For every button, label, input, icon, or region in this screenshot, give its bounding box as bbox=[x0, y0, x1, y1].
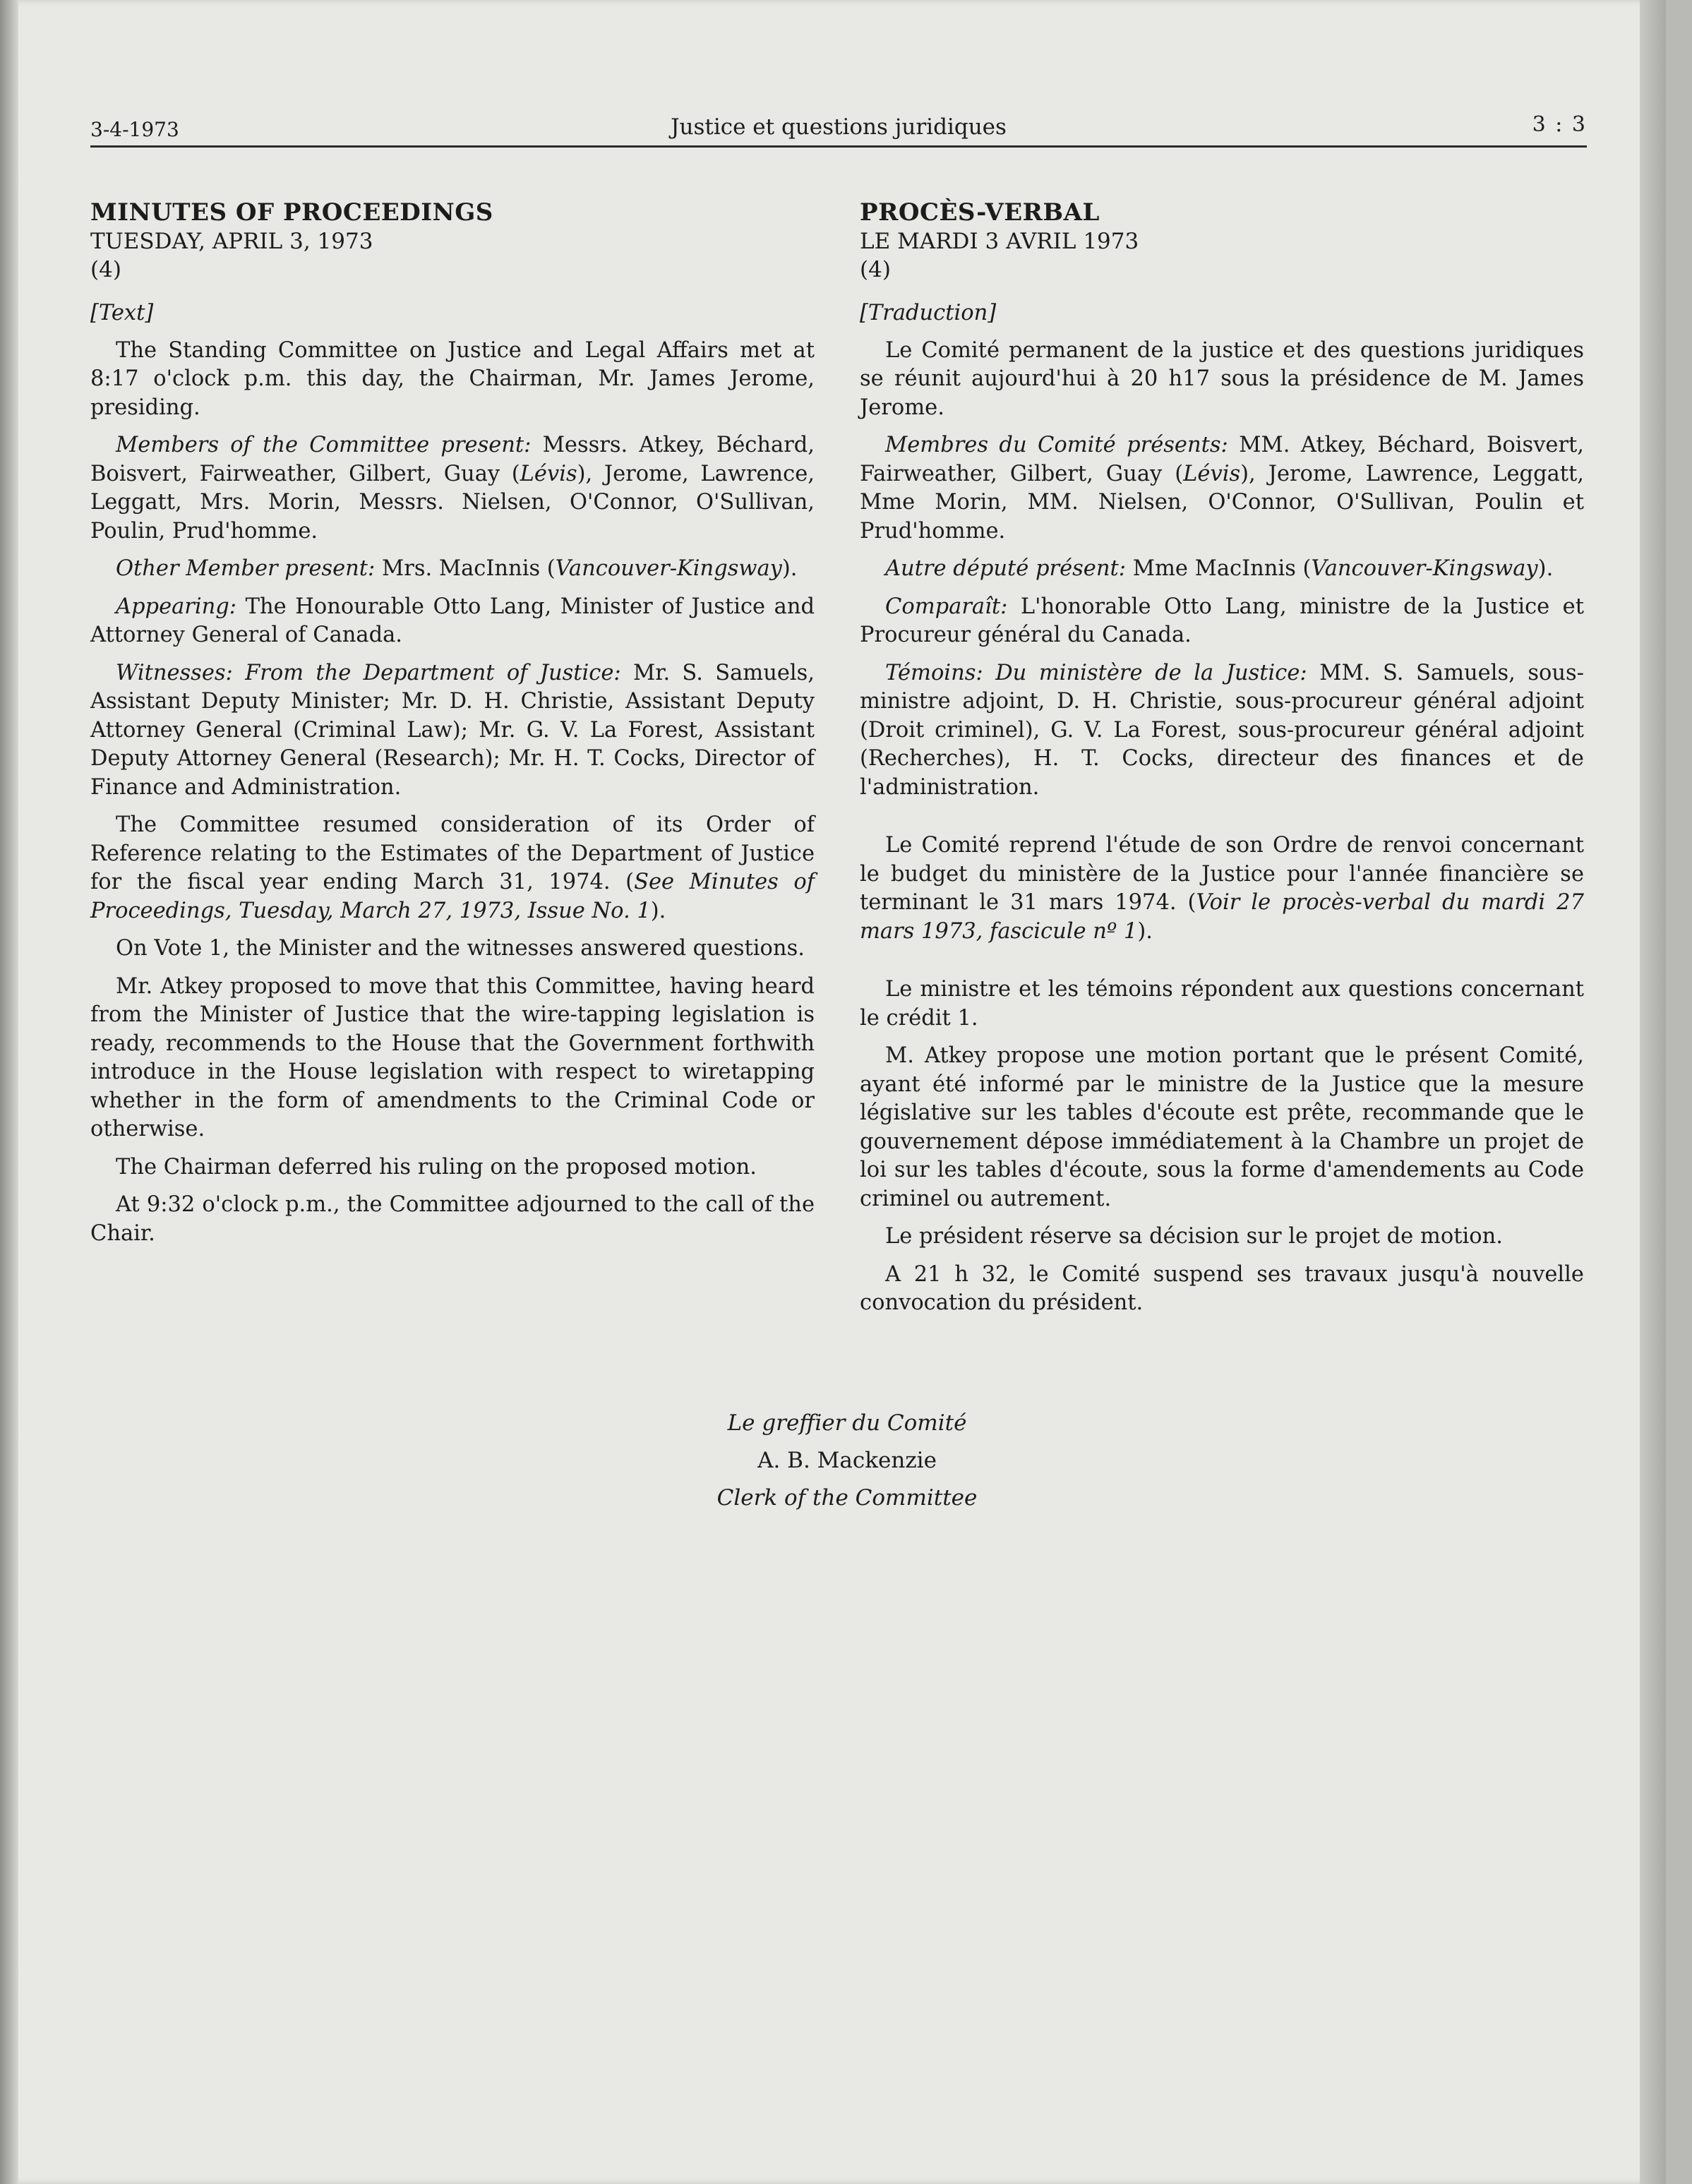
english-adjourn-paragraph: At 9:32 o'clock p.m., the Committee adjourned to the call of the Chair. bbox=[90, 1192, 815, 1246]
french-date-line: LE MARDI 3 AVRIL 1973 bbox=[860, 229, 1139, 254]
header-date: 3-4-1973 bbox=[90, 118, 179, 141]
english-vote-paragraph: On Vote 1, the Minister and the witnesses answered questions. bbox=[116, 936, 805, 961]
french-adjourn-paragraph: A 21 h 32, le Comité suspend ses travaux jusqu'à nouvelle convocation du président. bbox=[860, 1261, 1584, 1315]
page-edge bbox=[1640, 0, 1666, 2184]
english-issue: (4) bbox=[90, 257, 121, 282]
signature-name: A. B. Mackenzie bbox=[757, 1448, 937, 1473]
french-issue: (4) bbox=[860, 257, 891, 282]
french-members-label: Membres du Comité présents: bbox=[885, 433, 1228, 457]
english-opening-paragraph: The Standing Committee on Justice and Legal Affairs met at 8:17 o'clock p.m. this day, the Chairman, Mr. James Jerome, presiding. bbox=[90, 337, 815, 420]
french-witnesses-label: Témoins: Du ministère de la Justice: bbox=[885, 660, 1307, 685]
french-other-member-paragraph: Autre député présent: Mme MacInnis (Vancouver-Kingsway). bbox=[885, 556, 1554, 581]
french-reference: Voir le procès-verbal du mardi 27 mars 1973, fascicule nº 1 bbox=[860, 890, 1584, 944]
running-header bbox=[90, 104, 1587, 148]
french-motion-paragraph: M. Atkey propose une motion portant que le présent Comité, ayant été informé par le ministre de la Justice que la mesure législative sur les tables d'écoute est prête, recommande que le gouvernement dépose immédiatement à la Chambre un projet de loi sur les tables d'écoute, sous la forme d'amendements au Code criminel ou autrement. bbox=[860, 1043, 1584, 1211]
english-members-paragraph: Members of the Committee present: Messrs. Atkey, Béchard, Boisvert, Fairweather, Gilbert, Guay (Lévis), Jerome, Lawrence, Leggatt, Mrs. Morin, Messrs. Nielsen, O'Connor, O'Sullivan, Poulin, Prud'homme. bbox=[90, 433, 815, 544]
english-other-member-paragraph: Other Member present: Mrs. MacInnis (Vancouver-Kingsway). bbox=[116, 556, 798, 581]
english-appearing-label: Appearing: bbox=[116, 594, 237, 619]
french-resumed-paragraph: Le Comité reprend l'étude de son Ordre de renvoi concernant le budget du ministère de la Justice pour l'année financière se terminant le 31 mars 1974. (Voir le procès-verbal du mardi 27 mars 1973, fascicule nº 1). bbox=[860, 833, 1584, 944]
english-motion-paragraph: Mr. Atkey proposed to move that this Committee, having heard from the Minister of Justice that the wire-tapping legislation is ready, recommends to the House that the Government forthwith introduce in the House legislation with respect to wiretapping whether in the form of amendments to the Criminal Code or otherwise. bbox=[90, 973, 815, 1141]
french-other-label: Autre député présent: bbox=[885, 556, 1127, 581]
english-members-label: Members of the Committee present: bbox=[116, 433, 532, 457]
header-title: Justice et questions juridiques bbox=[671, 114, 1007, 140]
french-column bbox=[860, 198, 1584, 1327]
english-column bbox=[90, 198, 815, 1257]
french-opening-paragraph: Le Comité permanent de la justice et des questions juridiques se réunit aujourd'hui à 20 h17 sous la présidence de M. James Jerome. bbox=[860, 337, 1584, 420]
french-appearing-label: Comparaît: bbox=[885, 594, 1008, 619]
english-reference: See Minutes of Proceedings, Tuesday, March 27, 1973, Issue No. 1 bbox=[90, 870, 815, 923]
french-heading: PROCÈS-VERBAL bbox=[860, 198, 1100, 227]
signature-block bbox=[494, 1405, 1200, 1517]
english-ruling-paragraph: The Chairman deferred his ruling on the proposed motion. bbox=[116, 1154, 757, 1180]
french-members-paragraph: Membres du Comité présents: MM. Atkey, Béchard, Boisvert, Fairweather, Gilbert, Guay (Lévis), Jerome, Lawrence, Leggatt, Mme Morin, MM. Nielsen, O'Connor, O'Sullivan, Poulin et Prud'homme. bbox=[860, 433, 1585, 544]
french-appearing-paragraph: Comparaît: L'honorable Otto Lang, ministre de la Justice et Procureur général du Canada. bbox=[860, 594, 1584, 647]
french-witnesses-paragraph: Témoins: Du ministère de la Justice: MM. S. Samuels, sous-ministre adjoint, D. H. Christie, sous-procureur général adjoint (Droit criminel), G. V. La Forest, sous-procureur général adjoint (Recherches), H. T. Cocks, directeur des finances et de l'administration. bbox=[860, 660, 1584, 800]
header-page-number: 3 : 3 bbox=[1532, 112, 1587, 137]
french-ruling-paragraph: Le président réserve sa décision sur le projet de motion. bbox=[885, 1224, 1503, 1249]
english-appearing-paragraph: Appearing: The Honourable Otto Lang, Minister of Justice and Attorney General of Canada. bbox=[90, 594, 815, 647]
signature-title-french: Le greffier du Comité bbox=[727, 1410, 967, 1436]
signature-title-english: Clerk of the Committee bbox=[716, 1485, 978, 1511]
french-vote-paragraph: Le ministre et les témoins répondent aux questions concernant le crédit 1. bbox=[860, 977, 1584, 1031]
english-witnesses-label: Witnesses: From the Department of Justice: bbox=[116, 660, 621, 685]
english-text-tag: [Text] bbox=[90, 301, 154, 325]
english-witnesses-paragraph: Witnesses: From the Department of Justice: Mr. S. Samuels, Assistant Deputy Minister; Mr. D. H. Christie, Assistant Deputy Attorney General (Criminal Law); Mr. G. V. La Forest, Assistant Deputy Attorney General (Research); Mr. H. T. Cocks, Director of Finance and Administration. bbox=[90, 660, 815, 800]
english-resumed-paragraph: The Committee resumed consideration of its Order of Reference relating to the Estimates of the Department of Justice for the fiscal year ending March 31, 1974. (See Minutes of Proceedings, Tuesday, March 27, 1973, Issue No. 1). bbox=[90, 812, 815, 923]
english-other-label: Other Member present: bbox=[116, 556, 376, 581]
page-binding-shadow bbox=[0, 0, 18, 2184]
french-translation-tag: [Traduction] bbox=[860, 301, 997, 325]
english-date-line: TUESDAY, APRIL 3, 1973 bbox=[90, 229, 373, 254]
english-heading: MINUTES OF PROCEEDINGS bbox=[90, 198, 493, 227]
